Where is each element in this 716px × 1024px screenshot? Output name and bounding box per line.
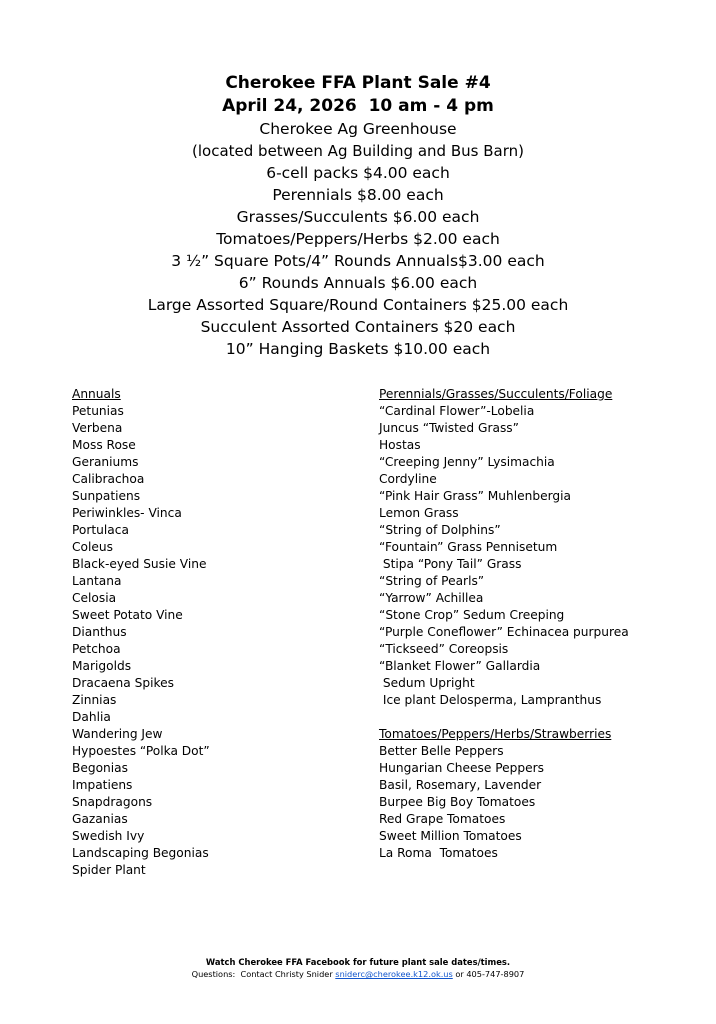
annual-plant-item: Black-eyed Susie Vine [72, 557, 207, 571]
annual-plant-item: Lantana [72, 574, 122, 588]
contact-suffix: or 405-747-8907 [452, 969, 525, 979]
contact-prefix: Questions: Contact Christy Snider [191, 969, 336, 979]
vegetables-heading: Tomatoes/Peppers/Herbs/Strawberries [379, 727, 612, 741]
sale-location: Cherokee Ag Greenhouse [259, 120, 457, 138]
annual-plant-item: Impatiens [72, 778, 133, 792]
vegetable-plant-item: Basil, Rosemary, Lavender [379, 778, 542, 792]
vegetable-plant-item: Better Belle Peppers [379, 744, 504, 758]
price-line: Perennials $8.00 each [272, 186, 444, 204]
price-line: 3 ½” Square Pots/4” Rounds Annuals$3.00 each [171, 252, 545, 270]
annual-plant-item: Spider Plant [72, 863, 146, 877]
vegetable-plant-item: Red Grape Tomatoes [379, 812, 506, 826]
facebook-note: Watch Cherokee FFA Facebook for future plant sale dates/times. [205, 957, 511, 967]
annual-plant-item: Landscaping Begonias [72, 846, 209, 860]
price-line: 10” Hanging Baskets $10.00 each [225, 340, 491, 358]
price-line: 6” Rounds Annuals $6.00 each [238, 274, 478, 292]
vegetable-plant-item: Sweet Million Tomatoes [379, 829, 522, 843]
perennials-heading: Perennials/Grasses/Succulents/Foliage [379, 387, 613, 401]
annuals-list [72, 403, 362, 879]
annual-plant-item: Moss Rose [72, 438, 136, 452]
perennials-list [379, 403, 709, 709]
annual-plant-item: Verbena [72, 421, 123, 435]
email-link[interactable]: sniderc@cherokee.k12.ok.us [335, 969, 453, 979]
perennial-plant-item: “Creeping Jenny” Lysimachia [379, 455, 555, 469]
perennial-plant-item: “Stone Crop” Sedum Creeping [379, 608, 565, 622]
annual-plant-item: Swedish Ivy [72, 829, 145, 843]
annual-plant-item: Zinnias [72, 693, 117, 707]
perennial-plant-item: “Cardinal Flower”-Lobelia [379, 404, 535, 418]
perennial-plant-item: Cordyline [379, 472, 437, 486]
price-list [0, 162, 716, 360]
annual-plant-item: Portulaca [72, 523, 129, 537]
perennial-plant-item: Sedum Upright [379, 676, 475, 690]
annual-plant-item: Geraniums [72, 455, 139, 469]
perennial-plant-item: “String of Dolphins” [379, 523, 501, 537]
annual-plant-item: Begonias [72, 761, 128, 775]
annual-plant-item: Marigolds [72, 659, 132, 673]
price-line: Large Assorted Square/Round Containers $25.00 each [147, 296, 569, 314]
annual-plant-item: Dracaena Spikes [72, 676, 174, 690]
perennial-plant-item: “Purple Coneflower” Echinacea purpurea [379, 625, 629, 639]
right-column [379, 386, 709, 862]
annual-plant-item: Dahlia [72, 710, 111, 724]
perennial-plant-item: Hostas [379, 438, 421, 452]
perennial-plant-item: Juncus “Twisted Grass” [379, 421, 519, 435]
sale-title: Cherokee FFA Plant Sale #4 [225, 73, 491, 93]
annuals-heading: Annuals [72, 387, 121, 401]
price-line: Succulent Assorted Containers $20 each [200, 318, 516, 336]
flyer-footer [0, 956, 716, 980]
annual-plant-item: Coleus [72, 540, 113, 554]
contact-line [0, 968, 716, 980]
section-gap [379, 709, 709, 726]
annual-plant-item: Celosia [72, 591, 117, 605]
location-note: (located between Ag Building and Bus Barn) [192, 142, 524, 160]
annual-plant-item: Petchoa [72, 642, 121, 656]
sale-date-time: April 24, 2026 10 am - 4 pm [222, 96, 494, 116]
price-line: 6-cell packs $4.00 each [266, 164, 450, 182]
annual-plant-item: Snapdragons [72, 795, 153, 809]
perennial-plant-item: “String of Pearls” [379, 574, 485, 588]
annual-plant-item: Dianthus [72, 625, 127, 639]
annual-plant-item: Gazanias [72, 812, 128, 826]
price-line: Tomatoes/Peppers/Herbs $2.00 each [216, 230, 500, 248]
annual-plant-item: Calibrachoa [72, 472, 145, 486]
perennial-plant-item: “Pink Hair Grass” Muhlenbergia [379, 489, 571, 503]
annual-plant-item: Sunpatiens [72, 489, 141, 503]
vegetables-list [379, 743, 709, 862]
annual-plant-item: Wandering Jew [72, 727, 163, 741]
perennial-plant-item: “Fountain” Grass Pennisetum [379, 540, 558, 554]
perennial-plant-item: “Tickseed” Coreopsis [379, 642, 509, 656]
annual-plant-item: Petunias [72, 404, 124, 418]
vegetable-plant-item: Burpee Big Boy Tomatoes [379, 795, 536, 809]
vegetable-plant-item: La Roma Tomatoes [379, 846, 498, 860]
vegetable-plant-item: Hungarian Cheese Peppers [379, 761, 544, 775]
annuals-column [72, 386, 362, 879]
perennial-plant-item: “Blanket Flower” Gallardia [379, 659, 541, 673]
perennial-plant-item: Lemon Grass [379, 506, 459, 520]
annual-plant-item: Hypoestes “Polka Dot” [72, 744, 210, 758]
annual-plant-item: Periwinkles- Vinca [72, 506, 182, 520]
perennial-plant-item: “Yarrow” Achillea [379, 591, 484, 605]
perennial-plant-item: Stipa “Pony Tail” Grass [379, 557, 522, 571]
perennial-plant-item: Ice plant Delosperma, Lampranthus [379, 693, 602, 707]
annual-plant-item: Sweet Potato Vine [72, 608, 183, 622]
price-line: Grasses/Succulents $6.00 each [236, 208, 480, 226]
flyer-header [0, 72, 716, 360]
